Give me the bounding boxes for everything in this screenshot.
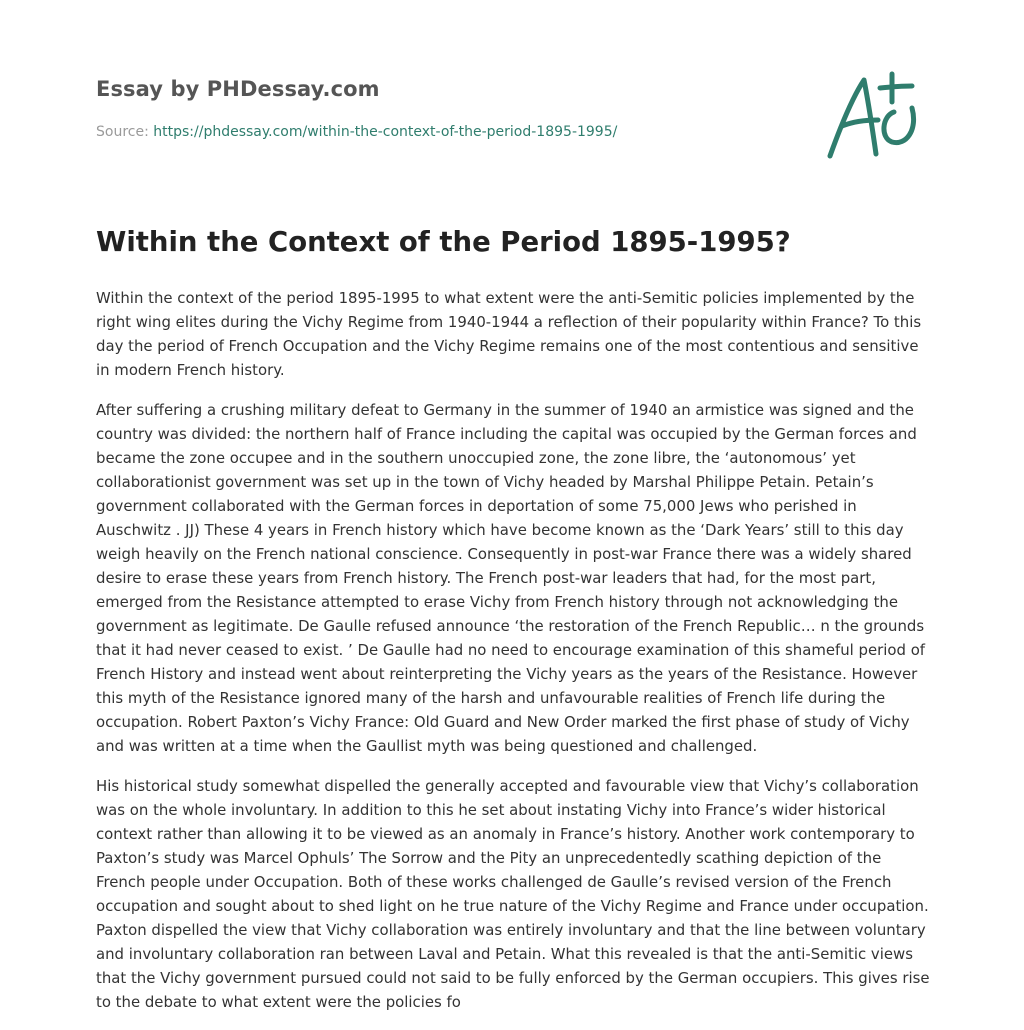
- essay-body: [96, 286, 932, 1030]
- source-link[interactable]: https://phdessay.com/within-the-context-of-the-period-1895-1995/: [153, 124, 618, 140]
- essay-paragraph: His historical study somewhat dispelled the generally accepted and favourable view that Vichy’s collaboration was on the whole involuntary. In addition to this he set about instating Vichy into France’s wider historical context rather than allowing it to be viewed as an anomaly in France’s history. Another work contemporary to Paxton’s study was Marcel Ophuls’ The Sorrow and the Pity an unprecedentedly scathing depiction of the French people under Occupation. Both of these works challenged de Gaulle’s revised version of the French occupation and sought about to shed light on he true nature of the Vichy Regime and France under occupation. Paxton dispelled the view that Vichy collaboration was entirely involuntary and that the line between voluntary and involuntary collaboration ran between Laval and Petain. What this revealed is that the anti-Semitic views that the Vichy government pursued could not said to be fully enforced by the German occupiers. This gives rise to the debate to what extent were the policies fo: [96, 777, 930, 1011]
- essay-title: Within the Context of the Period 1895-1995?: [96, 226, 791, 258]
- site-brand: Essay by PHDessay.com: [96, 77, 380, 101]
- source-line: [96, 124, 617, 140]
- page-header: [0, 0, 1024, 180]
- essay-paragraph: After suffering a crushing military defeat to Germany in the summer of 1940 an armistice was signed and the country was divided: the northern half of France including the capital was occupied by the German forces and became the zone occupee and in the southern unoccupied zone, the zone libre, the ‘autonomous’ yet collaborationist government was set up in the town of Vichy headed by Marshal Philippe Petain. Petain’s government collaborated with the German forces in deportation of some 75,000 Jews who perished in Auschwitz . JJ) These 4 years in French history which have become known as the ‘Dark Years’ still to this day weigh heavily on the French national conscience. Consequently in post-war France there was a widely shared desire to erase these years from French history. The French post-war leaders that had, for the most part, emerged from the Resistance attempted to erase Vichy from French history through not acknowledging the government as legitimate. De Gaulle refused announce ‘the restoration of the French Republic… n the grounds that it had never ceased to exist. ’ De Gaulle had no need to encourage examination of this shameful period of French History and instead went about reinterpreting the Vichy years as the years of the Resistance. However this myth of the Resistance ignored many of the harsh and unfavourable realities of French life during the occupation. Robert Paxton’s Vichy France: Old Guard and New Order marked the first phase of study of Vichy and was written at a time when the Gaullist myth was being questioned and challenged.: [96, 401, 926, 755]
- a-plus-logo-icon: [820, 68, 930, 164]
- essay-paragraph: Within the context of the period 1895-1995 to what extent were the anti-Semitic policies implemented by the right wing elites during the Vichy Regime from 1940-1944 a reflection of their popularity within France? To this day the period of French Occupation and the Vichy Regime remains one of the most contentious and sensitive in modern French history.: [96, 289, 922, 379]
- source-label: Source:: [96, 124, 154, 140]
